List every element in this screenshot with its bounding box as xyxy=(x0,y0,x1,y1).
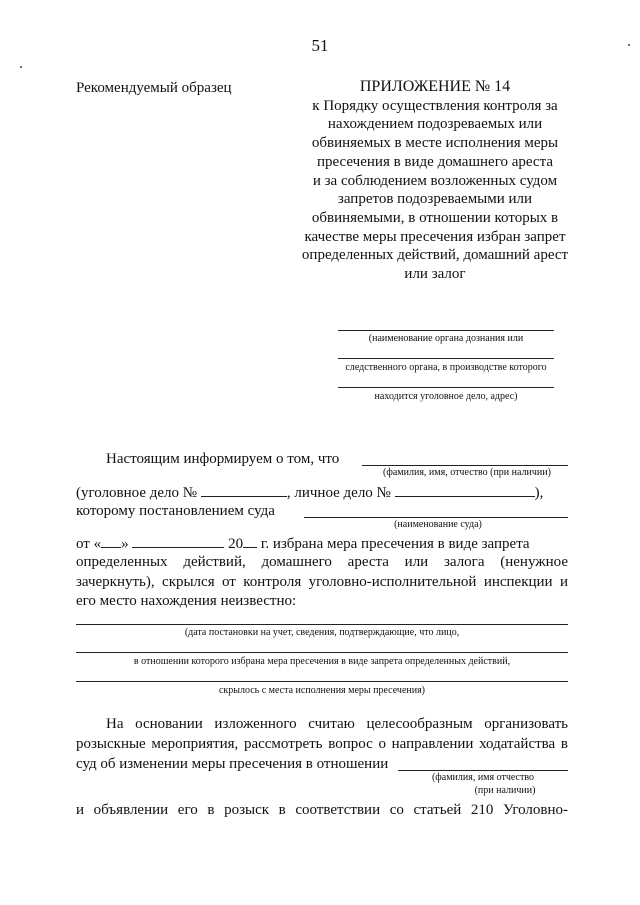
details-line-1 xyxy=(76,624,568,625)
fio-note: (фамилия, имя, отчество (при наличии) xyxy=(383,467,551,478)
recommended-sample-label: Рекомендуемый образец xyxy=(76,80,232,96)
appendix-heading-block xyxy=(270,78,600,284)
details-line-2 xyxy=(76,652,568,653)
addressee-line-3 xyxy=(338,387,554,388)
court-text: которому постановлением суда xyxy=(76,503,275,519)
addressee-note-3: находится уголовное дело, адрес) xyxy=(374,391,518,402)
appendix-line: и за соблюдением возложенных судом xyxy=(312,172,558,189)
fio2-note-b: (при наличии) xyxy=(474,785,536,796)
details-note-2: в отношении которого избрана мера пресечения в виде запрета определенных действий, xyxy=(133,656,511,667)
measure-text: г. избрана мера пресечения в виде запрета xyxy=(260,536,530,552)
appendix-line: обвиняемых в месте исполнения меры xyxy=(311,135,559,152)
case-open-text: (уголовное дело № xyxy=(76,485,198,501)
day-blank xyxy=(101,535,121,548)
quote-close-text: » xyxy=(121,536,129,552)
body-line-4: его место нахождения неизвестно: xyxy=(76,593,297,609)
case-close-text: ), xyxy=(534,485,544,501)
date-line xyxy=(76,535,530,553)
last-line: и объявлении его в розыск в соответствии со статьей 210 Уголовно- xyxy=(76,802,568,818)
fio2-blank-line xyxy=(398,770,568,771)
fio-blank-line xyxy=(362,465,568,466)
personal-case-text: , личное дело № xyxy=(286,485,391,501)
body-line-3: зачеркнуть), скрылся от контроля уголовно-исполнительной инспекции и xyxy=(76,574,568,590)
date-from-text: от « xyxy=(76,536,102,552)
year-blank xyxy=(243,535,257,548)
details-line-3 xyxy=(76,681,568,682)
details-note-3: скрылось с места исполнения меры пресечения) xyxy=(218,685,426,696)
para2-line-1: На основании изложенного считаю целесообразным организовать xyxy=(106,716,568,732)
para2-line-3: суд об изменении меры пресечения в отношении xyxy=(76,756,389,772)
body-line-2: определенных действий, домашнего ареста или залога (ненужное xyxy=(76,554,568,570)
appendix-line: пресечения в виде домашнего ареста xyxy=(317,153,553,170)
inform-text: Настоящим информируем о том, что xyxy=(106,451,340,467)
appendix-line: обвиняемыми, в отношении которых в xyxy=(311,209,559,226)
appendix-line: определенных действий, домашний арест xyxy=(301,247,569,264)
fio2-note-a: (фамилия, имя отчество xyxy=(431,772,535,783)
para2-line-2: розыскные мероприятия, рассмотреть вопрос о направлении ходатайства в xyxy=(76,736,568,752)
appendix-line: к Порядку осуществления контроля за xyxy=(312,97,558,114)
scan-speck xyxy=(20,66,22,68)
addressee-note-2: следственного органа, в производстве которого xyxy=(345,362,547,373)
court-blank-line xyxy=(304,517,568,518)
appendix-line: нахождением подозреваемых или xyxy=(327,116,543,133)
details-note-1: (дата постановки на учет, сведения, подтверждающие, что лицо, xyxy=(184,627,460,638)
scan-speck xyxy=(628,44,630,46)
addressee-line-2 xyxy=(338,358,554,359)
appendix-line: качестве меры пресечения избран запрет xyxy=(304,228,566,245)
month-blank xyxy=(132,535,224,548)
case-number-blank xyxy=(201,484,287,497)
case-line xyxy=(76,484,543,502)
addressee-line-1 xyxy=(338,330,554,331)
appendix-title: ПРИЛОЖЕНИЕ № 14 xyxy=(359,78,511,95)
page-number: 51 xyxy=(311,36,329,55)
year-prefix-text: 20 xyxy=(228,536,244,552)
appendix-line: или залог xyxy=(404,266,466,283)
appendix-line: запретов подозреваемыми или xyxy=(337,191,533,208)
addressee-note-1: (наименование органа дознания или xyxy=(368,333,524,344)
personal-case-blank xyxy=(395,484,535,497)
court-note: (наименование суда) xyxy=(394,519,482,530)
